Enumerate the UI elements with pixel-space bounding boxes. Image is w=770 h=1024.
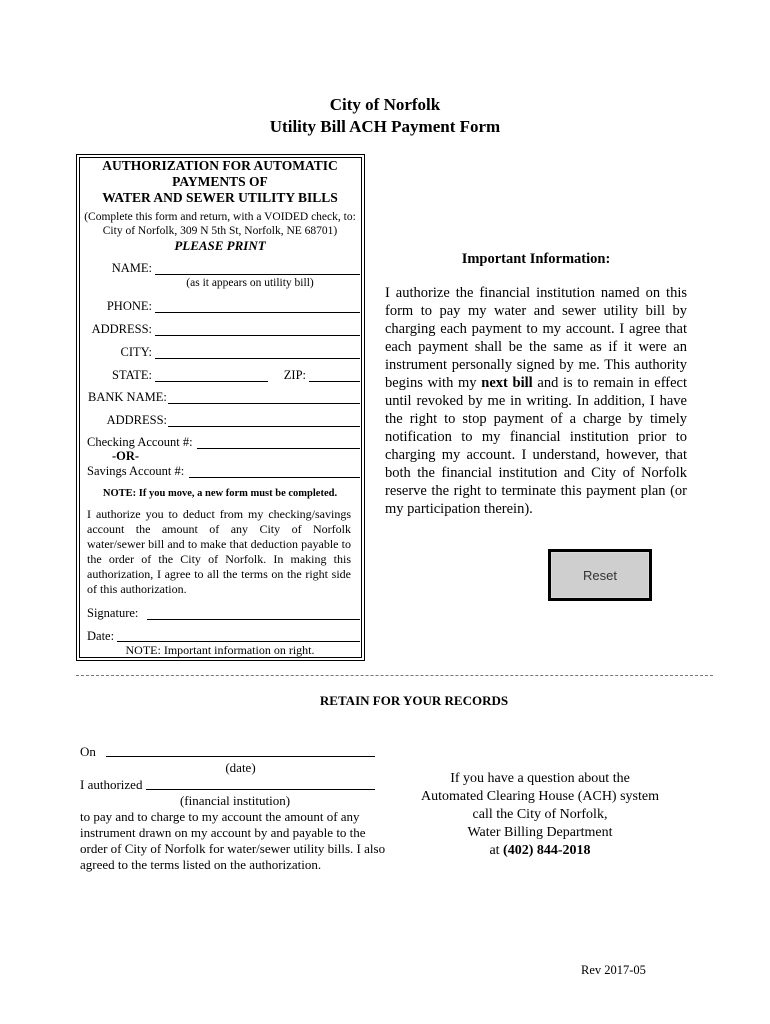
contact-phone-prefix: at — [489, 843, 504, 858]
contact-line1: If you have a question about the — [450, 771, 630, 786]
important-text-part2: and is to remain in effect until revoked by me in writing. In addition, I have the right to stop payment of a charge by timely notification to my financial institution prior to charging my account. I understand, however, that both the financial institution and City of Norfolk reserve the right to terminate this payment plan (or my participation therein). — [385, 375, 688, 517]
records-body-line3: order of City of Norfolk for water/sewer utility bills. I also — [80, 841, 386, 856]
important-note: NOTE: Important information on right. — [125, 643, 315, 657]
name-label: NAME: — [111, 261, 152, 275]
authorization-heading-line3: WATER AND SEWER UTILITY BILLS — [102, 190, 338, 205]
revision-label: Rev 2017-05 — [581, 963, 646, 977]
authorization-heading-line1: AUTHORIZATION FOR AUTOMATIC — [102, 158, 338, 173]
signature-label: Signature: — [87, 606, 139, 620]
savings-account-field[interactable] — [189, 463, 360, 478]
city-label: CITY: — [120, 345, 152, 359]
contact-line2: Automated Clearing House (ACH) system — [421, 789, 659, 804]
phone-label: PHONE: — [106, 299, 152, 313]
institution-hint: (financial institution) — [179, 793, 291, 808]
date-label: Date: — [87, 629, 115, 643]
move-note: NOTE: If you move, a new form must be completed. — [102, 488, 338, 499]
reset-button-frame — [548, 549, 652, 601]
state-field[interactable] — [155, 367, 268, 382]
address-field[interactable] — [155, 321, 360, 336]
or-label: -OR- — [112, 449, 140, 463]
important-info-heading: Important Information: — [461, 251, 611, 267]
records-body-line1: to pay and to charge to my account the amount of any — [80, 809, 360, 824]
reset-button[interactable]: Reset — [551, 552, 649, 598]
checking-account-label: Checking Account #: — [87, 435, 193, 449]
please-print-label: PLEASE PRINT — [174, 238, 266, 253]
mailing-address: City of Norfolk, 309 N 5th St, Norfolk, NE 68701) — [102, 225, 338, 237]
state-label: STATE: — [112, 368, 152, 382]
signature-field[interactable] — [147, 605, 360, 620]
cut-line-divider — [76, 675, 713, 676]
records-heading: RETAIN FOR YOUR RECORDS — [319, 693, 509, 708]
financial-institution-field[interactable] — [146, 775, 375, 790]
important-info-text — [385, 284, 687, 518]
bank-address-label: ADDRESS: — [106, 413, 167, 427]
contact-phone: (402) 844-2018 — [503, 843, 591, 858]
page-title: City of Norfolk — [329, 95, 441, 114]
zip-field[interactable] — [309, 367, 360, 382]
contact-phone-line — [410, 843, 670, 859]
name-field[interactable] — [155, 260, 360, 275]
date-hint: (date) — [225, 760, 256, 775]
page-subtitle: Utility Bill ACH Payment Form — [269, 117, 501, 136]
bank-address-field[interactable] — [168, 412, 360, 427]
records-body-line4: agreed to the terms listed on the authorization. — [80, 857, 322, 872]
records-body-line2: instrument drawn on my account by and payable to the — [80, 825, 366, 840]
contact-line4: Water Billing Department — [467, 825, 613, 840]
address-label: ADDRESS: — [91, 322, 152, 336]
name-hint: (as it appears on utility bill) — [186, 277, 314, 289]
checking-account-field[interactable] — [197, 434, 360, 449]
contact-line3: call the City of Norfolk, — [472, 807, 608, 822]
savings-account-label: Savings Account #: — [87, 464, 185, 478]
authorized-label: I authorized — [80, 777, 143, 792]
bank-name-label: BANK NAME: — [88, 390, 167, 404]
phone-field[interactable] — [155, 298, 360, 313]
authorization-heading-line2: PAYMENTS OF — [172, 174, 268, 189]
instructions-line1: (Complete this form and return, with a VOIDED check, to: — [84, 211, 356, 223]
record-date-field[interactable] — [106, 742, 375, 757]
important-text-part1: I authorize the financial institution named on this form to pay my water and sewer utility bill by charging each payment to my account. I agree that each payment shall be the same as if it were an instrument personally signed by me. This authority begins with my — [385, 285, 687, 391]
on-label: On — [80, 744, 96, 759]
date-field[interactable] — [117, 627, 360, 642]
next-bill-emphasis: next bill — [481, 375, 533, 391]
bank-name-field[interactable] — [168, 389, 360, 404]
authorization-text: I authorize you to deduct from my checking/savings account the amount of any City of Norfolk water/sewer bill and to make that deduction payable to the order of the City of Norfolk. In making this authorization, I agree to all the terms on the right side of this authorization. — [87, 507, 351, 596]
city-field[interactable] — [155, 344, 360, 359]
zip-label: ZIP: — [283, 368, 306, 382]
